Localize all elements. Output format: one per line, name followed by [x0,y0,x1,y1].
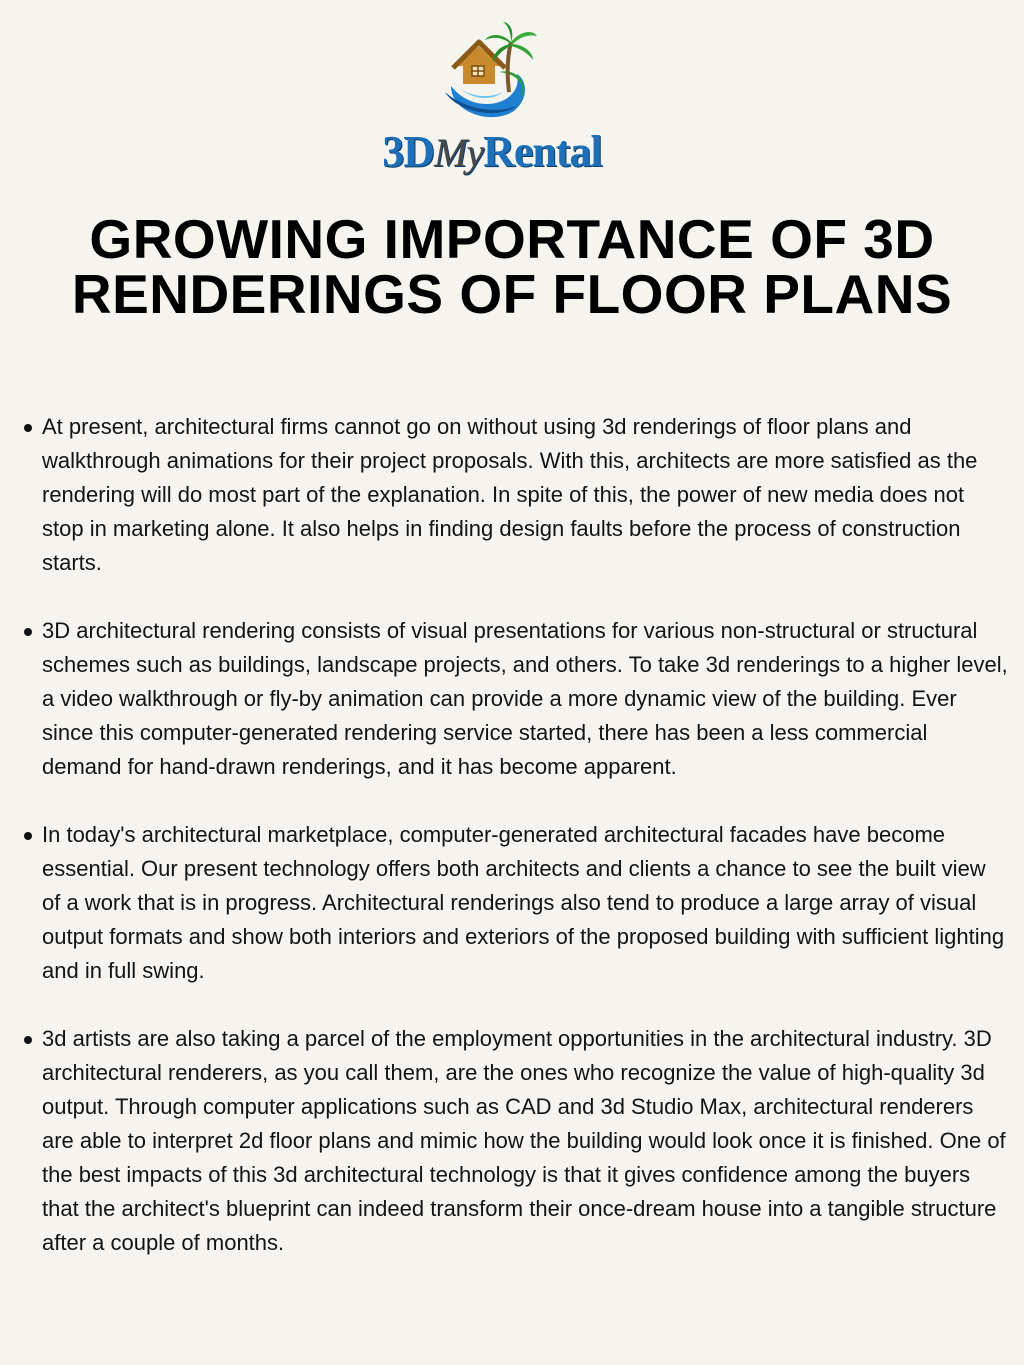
bullet-text: At present, architectural firms cannot go on without using 3d renderings of floor plans and walkthrough animations for their project proposals. With this, architects are more satisfied as the rendering will do most part of the explanation. In spite of this, the power of new media does not stop in marketing alone. It also helps in finding design faults before the process of construction starts. [42,414,978,575]
brand-wordmark-part3: Rental [483,127,602,176]
bullet-dot-icon [24,832,32,840]
page-title: GROWING IMPORTANCE OF 3D RENDERINGS OF FLOOR PLANS [71,208,953,325]
bullet-text: In today's architectural marketplace, computer-generated architectural facades have become essential. Our present technology offers both architects and clients a chance to see the built view of a work that is in progress. Architectural renderings also tend to produce a large array of visual output formats and show both interiors and exteriors of the proposed building with sufficient lighting and in full swing. [42,822,1005,983]
list-item [0,818,1024,988]
brand-wordmark-part2: My [434,130,484,175]
bullet-text: 3D architectural rendering consists of visual presentations for various non-structural or structural schemes such as buildings, landscape projects, and others. To take 3d renderings to a higher level, a video walkthrough or fly-by animation can provide a more dynamic view of the building. Ever since this computer-generated rendering service started, there has been a less commercial demand for hand-drawn renderings, and it has become apparent. [42,618,1008,779]
bullet-dot-icon [24,628,32,636]
bullet-dot-icon [24,1036,32,1044]
bullet-dot-icon [24,424,32,432]
list-item [0,614,1024,784]
bullet-list [0,410,1024,1294]
brand-wordmark [357,126,627,179]
house-palm-wave-logo-icon [437,22,541,126]
brand-logo [357,22,627,182]
list-item [0,410,1024,580]
bullet-text: 3d artists are also taking a parcel of the employment opportunities in the architectural industry. 3D architectural renderers, as you call them, are the ones who recognize the value of high-quality 3d output. Through computer applications such as CAD and 3d Studio Max, architectural renderers are able to interpret 2d floor plans and mimic how the building would look once it is finished. One of the best impacts of this 3d architectural technology is that it gives confidence among the buyers that the architect's blueprint can indeed transform their once-dream house into a tangible structure after a couple of months. [42,1026,1006,1255]
list-item [0,1022,1024,1260]
brand-wordmark-part1: 3D [382,127,435,176]
